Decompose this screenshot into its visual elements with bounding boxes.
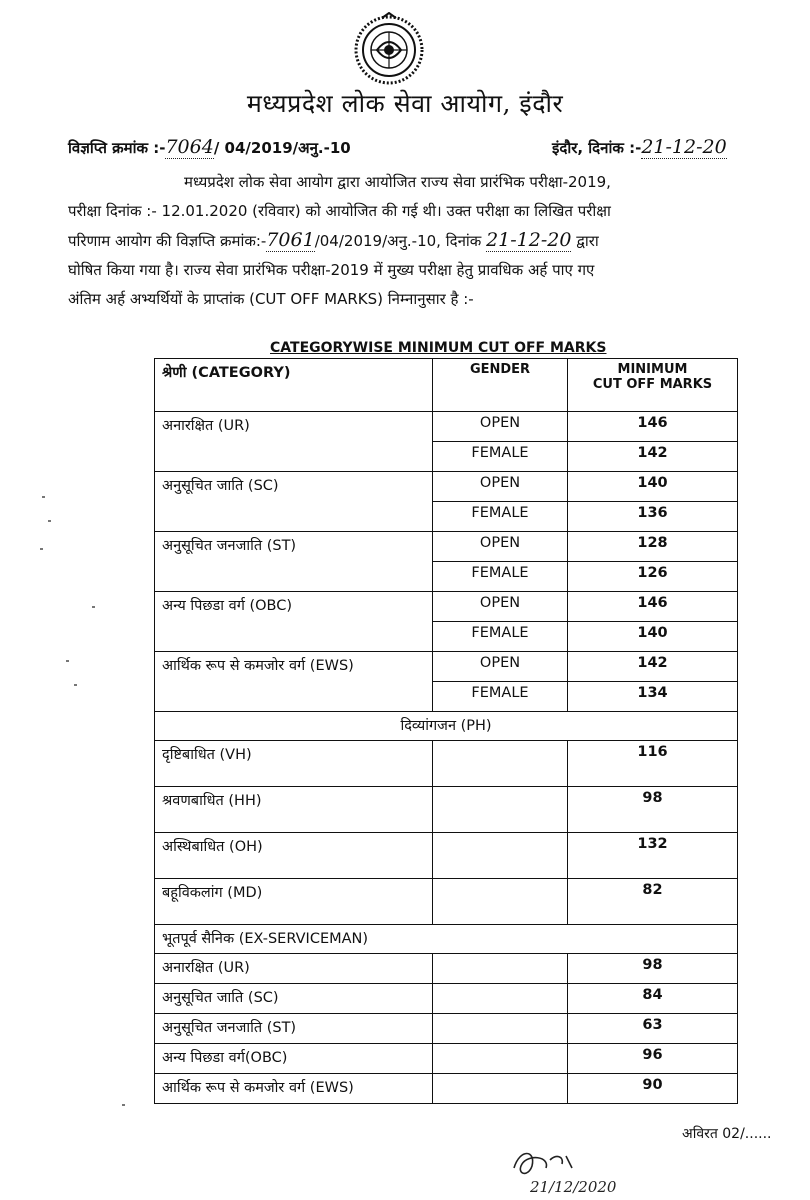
ex-serviceman-section-heading <box>155 925 738 954</box>
cut-off-table <box>154 358 738 1104</box>
marks-cell: 126 <box>568 562 738 592</box>
body-line-4: घोषित किया गया है। राज्य सेवा प्रारंभिक परीक्षा-2019 में मुख्य परीक्षा हेतु प्रावधिक अर्ह पाए गए <box>68 261 595 279</box>
handwritten-ref-number: 7064 <box>165 136 214 158</box>
header-category: श्रेणी (CATEGORY) <box>155 359 433 412</box>
marks-cell: 140 <box>568 472 738 502</box>
continued-note: अविरत 02/...... <box>682 1126 772 1142</box>
signature-date: 21/12/2020 <box>530 1178 617 1196</box>
empty-gender-cell <box>433 741 568 787</box>
gender-cell: OPEN <box>433 592 568 622</box>
empty-gender-cell <box>433 879 568 925</box>
empty-gender-cell <box>433 1074 568 1104</box>
marks-cell: 98 <box>568 787 738 833</box>
marks-cell: 90 <box>568 1074 738 1104</box>
reference-line <box>68 136 788 160</box>
marks-cell: 142 <box>568 652 738 682</box>
commission-title: मध्यप्रदेश लोक सेवा आयोग, इंदौर <box>246 89 564 118</box>
handwritten-result-date: 21-12-20 <box>486 229 572 251</box>
empty-gender-cell <box>433 1044 568 1074</box>
marks-cell: 134 <box>568 682 738 712</box>
table-row <box>155 879 738 925</box>
ex-category-name: अनुसूचित जाति (SC) <box>155 984 433 1014</box>
empty-gender-cell <box>433 984 568 1014</box>
table-header-row <box>155 359 738 412</box>
handwritten-result-ref: 7061 <box>266 229 315 251</box>
table-row <box>155 412 738 442</box>
ph-category-name: अस्थिबाधित (OH) <box>155 833 433 879</box>
category-name: अन्य पिछडा वर्ग (OBC) <box>155 592 433 652</box>
marks-cell: 98 <box>568 954 738 984</box>
marks-cell: 82 <box>568 879 738 925</box>
table-row <box>155 833 738 879</box>
marks-cell: 128 <box>568 532 738 562</box>
handwritten-date: 21-12-20 <box>641 136 727 158</box>
notification-ref: विज्ञप्ति क्रमांक :-7064/ 04/2019/अनु.-10 <box>68 136 351 158</box>
marks-cell: 63 <box>568 1014 738 1044</box>
empty-gender-cell <box>433 833 568 879</box>
category-name: आर्थिक रूप से कमजोर वर्ग (EWS) <box>155 652 433 712</box>
gender-cell: FEMALE <box>433 622 568 652</box>
marks-cell: 136 <box>568 502 738 532</box>
gender-cell: OPEN <box>433 652 568 682</box>
gender-cell: OPEN <box>433 532 568 562</box>
table-title: CATEGORYWISE MINIMUM CUT OFF MARKS <box>270 340 607 356</box>
ex-serviceman-heading: भूतपूर्व सैनिक (EX-SERVICEMAN) <box>155 925 738 954</box>
table-row <box>155 787 738 833</box>
body-line-2: परीक्षा दिनांक :- 12.01.2020 (रविवार) को आयोजित की गई थी। उक्त परीक्षा का लिखित परीक्षा <box>68 202 611 220</box>
marks-cell: 146 <box>568 592 738 622</box>
empty-gender-cell <box>433 1014 568 1044</box>
ph-heading: दिव्यांगजन (PH) <box>155 712 738 741</box>
gender-cell: OPEN <box>433 412 568 442</box>
ex-category-name: अनुसूचित जनजाति (ST) <box>155 1014 433 1044</box>
marks-cell: 146 <box>568 412 738 442</box>
marks-cell: 142 <box>568 442 738 472</box>
ex-category-name: आर्थिक रूप से कमजोर वर्ग (EWS) <box>155 1074 433 1104</box>
gender-cell: FEMALE <box>433 682 568 712</box>
mppsc-emblem-icon <box>352 12 426 86</box>
ph-category-name: श्रवणबाधित (HH) <box>155 787 433 833</box>
marks-cell: 140 <box>568 622 738 652</box>
table-row <box>155 984 738 1014</box>
gender-cell: FEMALE <box>433 442 568 472</box>
header-gender: GENDER <box>433 359 568 412</box>
table-row <box>155 1044 738 1074</box>
ph-category-name: बहूविकलांग (MD) <box>155 879 433 925</box>
table-row <box>155 1014 738 1044</box>
place-date: इंदौर, दिनांक :-21-12-20 <box>552 136 727 158</box>
table-row <box>155 741 738 787</box>
category-name: अनुसूचित जनजाति (ST) <box>155 532 433 592</box>
table-row <box>155 532 738 562</box>
signature-icon <box>506 1138 646 1198</box>
header-marks: MINIMUM CUT OFF MARKS <box>568 359 738 412</box>
empty-gender-cell <box>433 787 568 833</box>
marks-cell: 116 <box>568 741 738 787</box>
body-line-5: अंतिम अर्ह अभ्यर्थियों के प्राप्तांक (CUT OFF MARKS) निम्नानुसार है :- <box>68 290 474 308</box>
marks-cell: 96 <box>568 1044 738 1074</box>
ex-category-name: अनारक्षित (UR) <box>155 954 433 984</box>
table-row <box>155 592 738 622</box>
table-row <box>155 954 738 984</box>
ex-category-name: अन्य पिछडा वर्ग(OBC) <box>155 1044 433 1074</box>
table-row <box>155 652 738 682</box>
table-row <box>155 1074 738 1104</box>
notification-body <box>68 168 783 314</box>
body-line-1: मध्यप्रदेश लोक सेवा आयोग द्वारा आयोजित राज्य सेवा प्रारंभिक परीक्षा-2019, <box>184 173 611 191</box>
ph-section-heading <box>155 712 738 741</box>
marks-cell: 132 <box>568 833 738 879</box>
ph-category-name: दृष्टिबाधित (VH) <box>155 741 433 787</box>
body-line-3: परिणाम आयोग की विज्ञप्ति क्रमांक:-7061/04/2019/अनु.-10, दिनांक 21-12-20 द्वारा <box>68 229 599 251</box>
marks-cell: 84 <box>568 984 738 1014</box>
gender-cell: FEMALE <box>433 502 568 532</box>
gender-cell: OPEN <box>433 472 568 502</box>
category-name: अनारक्षित (UR) <box>155 412 433 472</box>
table-row <box>155 472 738 502</box>
empty-gender-cell <box>433 954 568 984</box>
gender-cell: FEMALE <box>433 562 568 592</box>
category-name: अनुसूचित जाति (SC) <box>155 472 433 532</box>
